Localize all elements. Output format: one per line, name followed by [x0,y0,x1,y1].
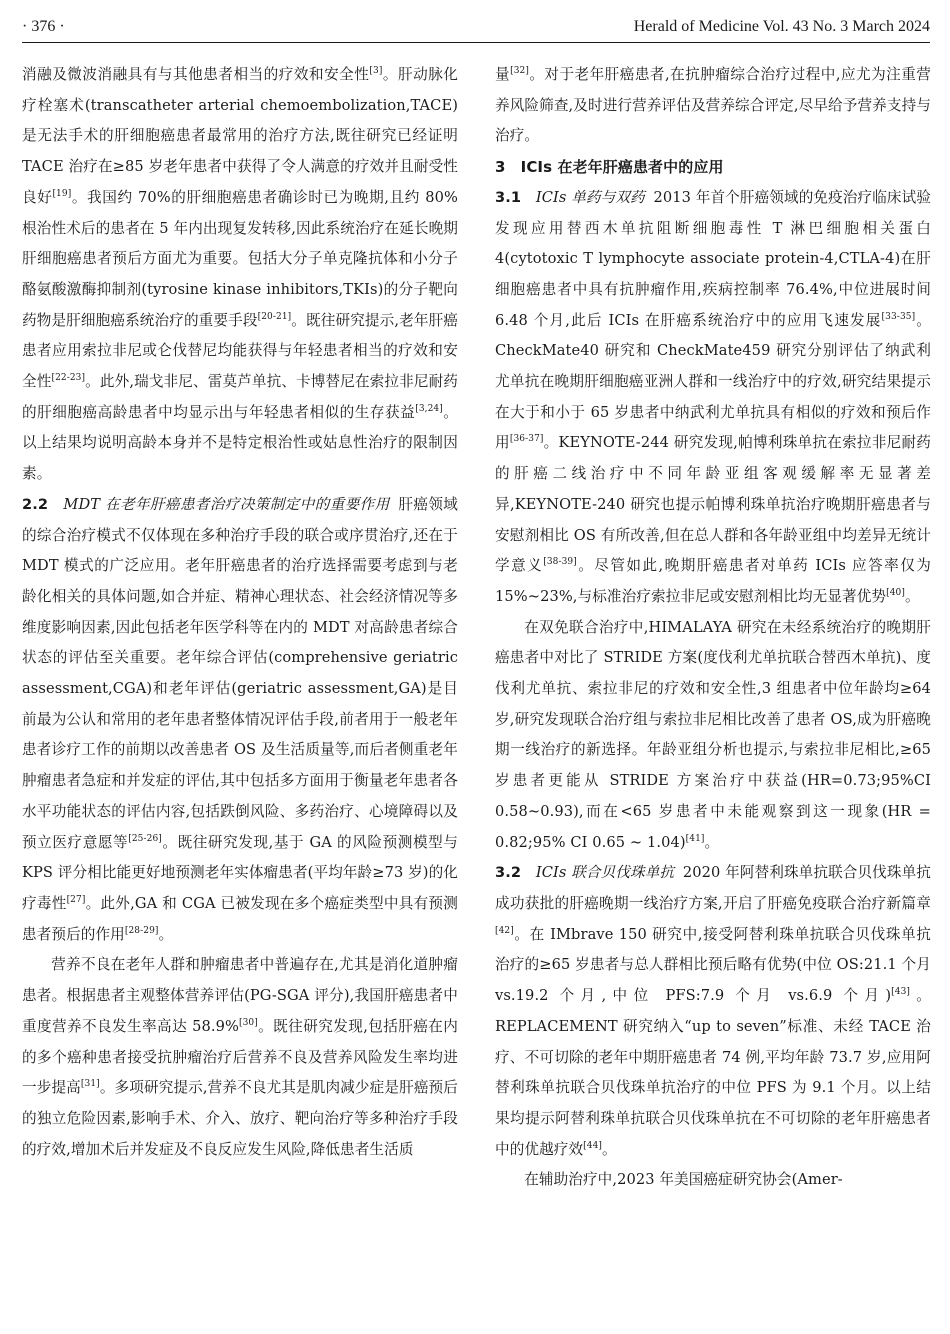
section-heading-3: 3 ICIs 在老年肝癌患者中的应用 [495,158,724,177]
citation: [36-37] [509,434,544,445]
citation: [3] [369,66,383,76]
citation: [27] [66,894,86,905]
citation: [44] [583,1140,603,1151]
citation: [28-29] [124,925,159,936]
section-number: 2.2 [22,495,49,513]
running-header [22,12,930,43]
citation: [38-39] [543,557,577,568]
citation: [40] [886,587,905,598]
section-title: ICIs 单药与双药 [535,188,645,206]
citation: [42] [495,925,514,936]
section-title: ICIs 联合贝伐珠单抗 [535,864,675,882]
section-3-2: 3.2 ICIs 联合贝伐珠单抗 2020 年阿替利珠单抗联合贝伐珠单抗成功获批的肝癌晚期一线治疗方案,开启了肝癌免疫联合治疗新篇章[42]。在 IMbrave 150 研究中,接受阿替利珠单抗联合贝伐珠单抗治疗的≥65 岁患者与总人群相比预后略有优势(中位 OS:21.1 个月 vs.19.2 个月,中位 PFS:7.9 个月 vs.6.9 个月)[43]。REPLACEMENT 研究纳入“up to seven”标准、未经 TACE 治疗、不可切除的老年中期肝癌患者 74 例,平均年龄 73.7 岁,应用阿替利珠单抗联合贝伐珠单抗治疗的中位 PFS 为 9.1 个月。以上结果均提示阿替利珠单抗联合贝伐珠单抗在不可切除的老年肝癌患者中的优越疗效[44]。 [495,864,932,1158]
paragraph-nutrition: 营养不良在老年人群和肿瘤患者中普遍存在,尤其是消化道肿瘤患者。根据患者主观整体营养评估(PG-SGA 评分),我国肝癌患者中重度营养不良发生率高达 58.9%[30]。既往研究发现,包括肝癌在内的多个癌种患者接受抗肿瘤治疗后营养不良及营养风险发生率均进一步提高[31]。多项研究提示,营养不良尤其是肌肉减少症是肝癌预后的独立危险因素,影响手术、介入、放疗、靶向治疗等多种治疗手段的疗效,增加术后并发症及不良反应发生风险,降低患者生活质 [22,956,458,1158]
citation: [31] [80,1079,100,1090]
citation: [32] [510,66,529,76]
section-3-1: 3.1 ICIs 单药与双药 2013 年首个肝癌领域的免疫治疗临床试验发现应用替西木单抗阻断细胞毒性 T 淋巴细胞相关蛋白 4(cytotoxic T lymphocyte associate protein-4,CTLA-4)在肝细胞癌患者中具有抗肿瘤作用,疾病控制率 76.4%,中位进展时间 6.48 个月,此后 ICIs 在肝癌系统治疗中的应用飞速发展[33-35]。CheckMate40 研究和 CheckMate459 研究分别评估了纳武利尤单抗在晚期肝细胞癌亚洲人群和一线治疗中的疗效,研究结果提示在大于和小于 65 岁患者中纳武利尤单抗具有相似的疗效和预后作用[36-37]。KEYNOTE-244 研究发现,帕博利珠单抗在索拉非尼耐药的肝癌二线治疗中不同年龄亚组客观缓解率无显著差异,KEYNOTE-240 研究也提示帕博利珠单抗治疗晚期肝癌患者与安慰剂相比 OS 有所改善,但在总人群和各年龄亚组中均差异无统计学意义[38-39]。尽管如此,晚期肝癌患者对单药 ICIs 应答率仅为 15%~23%,与标准治疗索拉非尼或安慰剂相比均无显著优势[40]。 [495,188,932,605]
paragraph-dual-immunotherapy: 在双免联合治疗中,HIMALAYA 研究在未经系统治疗的晚期肝癌患者中对比了 STRIDE 方案(度伐利尤单抗联合替西木单抗)、度伐利尤单抗、索拉非尼的疗效和安全性,3 组患者中位年龄均≥64 岁,研究发现联合治疗组与索拉非尼相比改善了患者 OS,成为肝癌晚期一线治疗的新选择。年龄亚组分析也提示,与索拉非尼相比,≥65 岁患者更能从 STRIDE 方案治疗中获益(HR=0.73;95%CI 0.58~0.93),而在<65 岁患者中未能观察到这一现象(HR = 0.82;95% CI 0.65 ~ 1.04)[41]。 [495,618,931,851]
citation: [30] [238,1017,258,1028]
paragraph-nutrition-cont: 量[32]。对于老年肝癌患者,在抗肿瘤综合治疗过程中,应尤为注重营养风险筛查,及时进行营养评估及营养综合评定,尽早给予营养支持与治疗。 [495,66,931,145]
citation: [43] [891,987,911,998]
citation: [22-23] [51,373,86,384]
citation: [33-35] [881,311,916,322]
section-title: MDT 在老年肝癌患者治疗决策制定中的重要作用 [63,495,390,513]
paragraph-adjuvant: 在辅助治疗中,2023 年美国癌症研究协会(Amer- [524,1171,843,1189]
citation: [19] [52,188,72,199]
citation: [3,24] [415,403,443,414]
paragraph-treatment-efficacy: 消融及微波消融具有与其他患者相当的疗效和安全性[3]。肝动脉化疗栓塞术(transcatheter arterial chemoembolization,TACE)是无法手术的肝细胞癌患者最常用的治疗方法,既往研究已经证明 TACE 治疗在≥85 岁老年患者中获得了令人满意的疗效并且耐受性良好[19]。我国约 70%的肝细胞癌患者确诊时已为晚期,且约 80%根治性术后的患者在 5 年内出现复发转移,因此系统治疗在延长晚期肝细胞癌患者预后方面尤为重要。包括大分子单克隆抗体和小分子酪氨酸激酶抑制剂(tyrosine kinase inhibitors,TKIs)的分子靶向药物是肝细胞癌系统治疗的重要手段[20-21]。既往研究提示,老年肝癌患者应用索拉非尼或仑伐替尼均能获得与年轻患者相当的疗效和安全性[22-23]。此外,瑞戈非尼、雷莫芦单抗、卡博替尼在索拉非尼耐药的肝细胞癌高龄患者中均显示出与年轻患者相似的生存获益[3,24]。以上结果均说明高龄本身并不是特定根治性或姑息性治疗的限制因素。 [22,66,458,483]
citation: [41] [685,833,705,844]
citation: [20-21] [257,311,292,322]
citation: [25-26] [128,833,162,844]
page-number: · 376 · [22,18,65,35]
section-number: 3.2 [495,864,522,882]
right-column [495,60,931,1196]
left-column [22,60,458,1165]
section-2-2: 2.2 MDT 在老年肝癌患者治疗决策制定中的重要作用 肝癌领域的综合治疗模式不仅体现在多种治疗手段的联合或序贯治疗,还在于 MDT 模式的广泛应用。老年肝癌患者的治疗选择需要考虑到与老龄化相关的具体问题,如合并症、精神心理状态、社会经济情况等多维度影响因素,因此包括老年医学科等在内的 MDT 对高龄患者综合状态的评估至关重要。老年综合评估(comprehensive geriatric assessment,CGA)和老年评估(geriatric assessment,GA)是目前最为公认和常用的老年患者整体情况评估手段,前者用于一般老年患者诊疗工作的前期以改善患者 OS 及生活质量等,而后者侧重老年肿瘤患者急症和并发症的评估,其中包括多方面用于衡量老年患者各水平功能状态的评估内容,包括跌倒风险、多药治疗、心境障碍以及预立医疗意愿等[25-26]。既往研究发现,基于 GA 的风险预测模型与 KPS 评分相比能更好地预测老年实体瘤患者(平均年龄≥73 岁)的化疗毒性[27]。此外,GA 和 CGA 已被发现在多个癌症类型中具有预测患者预后的作用[28-29]。 [22,495,458,943]
section-number: 3.1 [495,188,522,206]
journal-citation: Herald of Medicine Vol. 43 No. 3 March 2024 [633,18,930,35]
